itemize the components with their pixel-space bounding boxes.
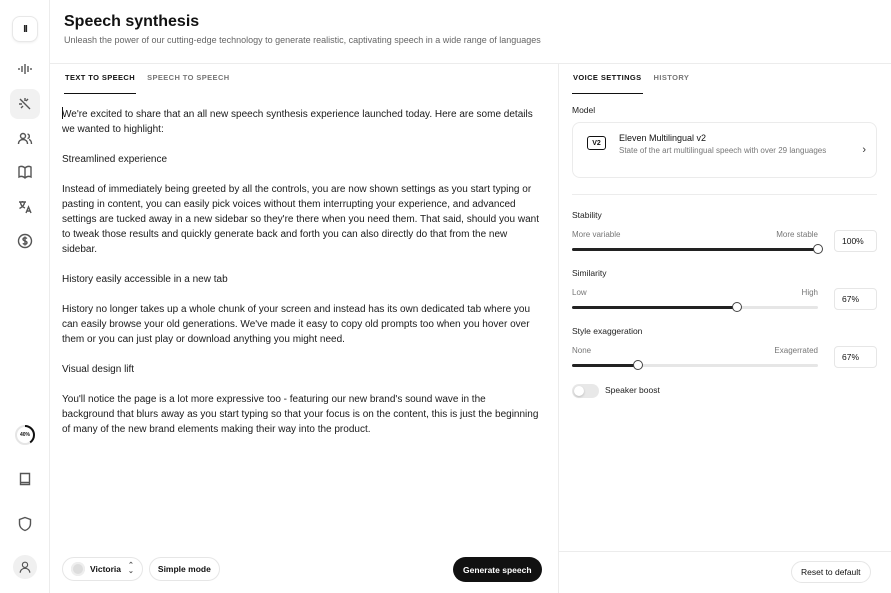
pause-icon[interactable] xyxy=(13,17,37,41)
sparkle-tool-icon[interactable] xyxy=(10,89,40,119)
similarity-min-label: Low xyxy=(572,288,587,297)
similarity-range-labels xyxy=(572,288,818,297)
style-exaggeration-slider[interactable] xyxy=(572,364,818,367)
credits-progress-label: 40% xyxy=(19,432,30,438)
simple-mode-button[interactable]: Simple mode xyxy=(149,557,220,581)
similarity-max-label: High xyxy=(801,288,818,297)
style-min-label: None xyxy=(572,346,592,355)
model-name: Eleven Multilingual v2 xyxy=(619,133,707,143)
voice-settings-panel xyxy=(558,63,891,593)
reset-to-default-button[interactable]: Reset to default xyxy=(791,561,871,583)
editor-paragraph: Streamlined experience xyxy=(62,154,168,165)
library-icon[interactable] xyxy=(10,464,40,494)
main-tabs xyxy=(64,64,231,94)
style-exaggeration-label: Style exaggeration xyxy=(572,326,643,336)
model-version-badge: V2 xyxy=(587,136,606,150)
editor-footer xyxy=(62,557,220,581)
similarity-slider-thumb[interactable] xyxy=(732,302,742,312)
stability-value-input[interactable]: 100% xyxy=(834,230,877,252)
editor-paragraph: You'll notice the page is a lot more expressive too - featuring our new brand's sound wave in the background that blurs away as you start typing so that your focus is on the content, this is just the beginning of many of the new brand elements making their way into the product. xyxy=(62,394,539,435)
speaker-boost-toggle[interactable] xyxy=(572,384,599,398)
text-to-speech-panel xyxy=(50,63,558,593)
voice-selector[interactable] xyxy=(62,557,143,581)
stability-range-labels xyxy=(572,230,818,239)
stability-max-label: More stable xyxy=(776,230,818,239)
editor-paragraph: History no longer takes up a whole chunk of your screen and instead has its own dedicated tab where you can easily browse your old generations. We've made it easy to copy old prompts too when you hover over them or you can just play or download anything you might need. xyxy=(62,304,531,345)
shield-icon[interactable] xyxy=(10,509,40,539)
pause-label: II xyxy=(23,23,27,35)
editor-paragraph: History easily accessible in a new tab xyxy=(62,274,228,285)
editor-paragraph: We're excited to share that an all new speech synthesis experience launched today. Here are some details we wanted to highlight: xyxy=(62,109,533,135)
tab-history[interactable]: HISTORY xyxy=(653,73,690,82)
model-selector[interactable] xyxy=(572,122,877,178)
voice-name: Victoria xyxy=(90,564,122,574)
tab-text-to-speech[interactable]: TEXT TO SPEECH xyxy=(64,64,136,94)
stability-slider[interactable] xyxy=(572,248,818,251)
model-description: State of the art multilingual speech with over 29 languages xyxy=(619,146,827,155)
style-slider-thumb[interactable] xyxy=(633,360,643,370)
translate-icon[interactable] xyxy=(10,192,40,222)
page-subtitle: Unleash the power of our cutting-edge technology to generate realistic, captivating speech in a wide range of languages xyxy=(64,35,541,45)
profile-icon[interactable] xyxy=(13,555,37,579)
style-range-labels xyxy=(572,346,818,355)
section-divider xyxy=(572,194,877,195)
speaker-boost-label: Speaker boost xyxy=(605,385,660,395)
page-header xyxy=(64,13,541,45)
stability-label: Stability xyxy=(572,210,602,220)
style-max-label: Exagerrated xyxy=(774,346,818,355)
tab-voice-settings[interactable]: VOICE SETTINGS xyxy=(572,64,643,94)
voice-avatar xyxy=(71,562,85,576)
editor-paragraph: Visual design lift xyxy=(62,364,135,375)
stability-slider-thumb[interactable] xyxy=(813,244,823,254)
text-editor[interactable] xyxy=(62,107,540,452)
voice-waveform-icon[interactable] xyxy=(10,54,40,84)
tab-speech-to-speech[interactable]: SPEECH TO SPEECH xyxy=(147,73,230,82)
similarity-label: Similarity xyxy=(572,268,607,278)
stability-min-label: More variable xyxy=(572,230,621,239)
dollar-icon[interactable] xyxy=(10,226,40,256)
chevron-updown-icon: ⌃ ⌄ xyxy=(128,562,134,575)
page-title: Speech synthesis xyxy=(64,13,200,30)
chevron-right-icon: › xyxy=(862,144,866,156)
editor-paragraph: Instead of immediately being greeted by all the controls, you are now shown settings as you start typing or pasting in content, you can easily pick voices without them interrupting your experience, and advanced settings are tucked away in a new sidebar so they're there when you need them. That said, should you want to tweak those results and quickly generate back and forth you can also directly do that from the new sidebar. xyxy=(62,184,540,255)
similarity-slider[interactable] xyxy=(572,306,818,309)
similarity-value-input[interactable]: 67% xyxy=(834,288,877,310)
side-footer-divider xyxy=(559,551,891,552)
left-rail xyxy=(0,0,50,593)
users-icon[interactable] xyxy=(10,123,40,153)
side-tabs xyxy=(572,64,690,94)
book-icon[interactable] xyxy=(10,157,40,187)
style-value-input[interactable]: 67% xyxy=(834,346,877,368)
model-section-label: Model xyxy=(572,105,596,115)
generate-speech-button[interactable]: Generate speech xyxy=(453,557,542,582)
